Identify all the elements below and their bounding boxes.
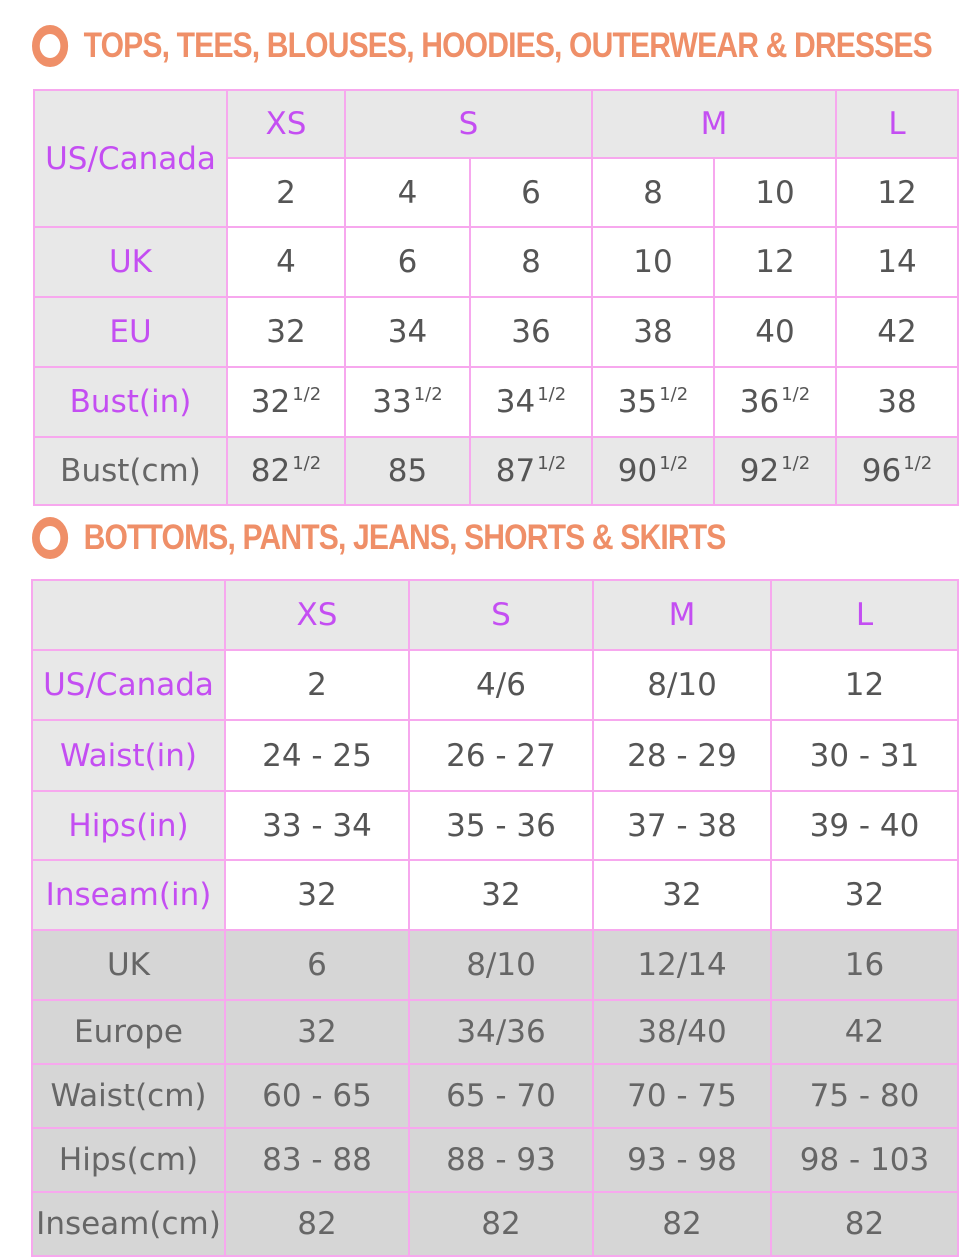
size-value	[592, 297, 714, 367]
size-value: 12	[771, 650, 958, 720]
tops-size-table	[33, 89, 959, 506]
measurement-value: 87	[495, 453, 536, 489]
measurement-value: 32	[266, 314, 306, 350]
row-label: Inseam(cm)	[32, 1192, 225, 1256]
size-value: 88 - 93	[409, 1128, 593, 1192]
measurement-value: 6	[397, 244, 418, 280]
size-value: 70 - 75	[593, 1064, 771, 1128]
table-row	[34, 297, 958, 367]
fraction-value: 1/2	[903, 453, 933, 474]
size-value: 82	[593, 1192, 771, 1256]
size-value: 32	[593, 860, 771, 930]
table-row	[34, 437, 958, 505]
size-header: S	[409, 580, 593, 650]
tops-title-text: TOPS, TEES, BLOUSES, HOODIES, OUTERWEAR & DRESSES	[83, 26, 932, 65]
bottoms-title-text: BOTTOMS, PANTS, JEANS, SHORTS & SKIRTS	[83, 518, 726, 557]
size-value: 4/6	[409, 650, 593, 720]
row-label: Waist(in)	[32, 720, 225, 791]
table-row	[32, 720, 958, 791]
measurement-value: 8	[521, 244, 541, 280]
size-value	[836, 437, 958, 505]
table-row	[32, 1000, 958, 1064]
size-value: 32	[409, 860, 593, 930]
row-label: Europe	[32, 1000, 225, 1064]
size-value	[470, 297, 592, 367]
size-value: 82	[225, 1192, 409, 1256]
size-value: 32	[771, 860, 958, 930]
table-row	[34, 90, 958, 158]
measurement-value: 96	[861, 453, 902, 489]
size-value	[714, 297, 836, 367]
row-label: EU	[34, 297, 227, 367]
size-value	[345, 367, 470, 437]
size-value: 30 - 31	[771, 720, 958, 791]
size-value: 26 - 27	[409, 720, 593, 791]
size-value	[592, 437, 714, 505]
size-value: 8/10	[409, 930, 593, 1000]
table-row	[32, 860, 958, 930]
row-label: Hips(in)	[32, 791, 225, 860]
size-value	[227, 367, 345, 437]
measurement-value: 38	[633, 314, 673, 350]
size-value: 34/36	[409, 1000, 593, 1064]
size-value: 65 - 70	[409, 1064, 593, 1128]
row-label: Bust(cm)	[34, 437, 227, 505]
size-value	[470, 227, 592, 297]
table-row	[32, 791, 958, 860]
size-value: 98 - 103	[771, 1128, 958, 1192]
size-value: 32	[225, 860, 409, 930]
size-header: L	[836, 90, 958, 158]
fraction-value: 1/2	[659, 384, 689, 405]
size-value: 82	[409, 1192, 593, 1256]
size-value: 60 - 65	[225, 1064, 409, 1128]
size-header: L	[771, 580, 958, 650]
measurement-value: 14	[877, 244, 917, 280]
size-value	[836, 297, 958, 367]
table-row	[32, 930, 958, 1000]
table-row	[32, 1064, 958, 1128]
size-value: 75 - 80	[771, 1064, 958, 1128]
size-value	[836, 227, 958, 297]
size-value: 8	[592, 158, 714, 227]
measurement-value: 92	[739, 453, 780, 489]
measurement-value: 90	[617, 453, 658, 489]
size-value	[227, 297, 345, 367]
size-value: 93 - 98	[593, 1128, 771, 1192]
size-value: 24 - 25	[225, 720, 409, 791]
row-label: Bust(in)	[34, 367, 227, 437]
size-value	[714, 367, 836, 437]
size-value	[592, 227, 714, 297]
measurement-value: 34	[495, 384, 536, 420]
table-row	[32, 580, 958, 650]
measurement-value: 38	[877, 384, 917, 420]
fraction-value: 1/2	[659, 453, 689, 474]
row-label: Hips(cm)	[32, 1128, 225, 1192]
size-value	[345, 437, 470, 505]
size-value: 6	[225, 930, 409, 1000]
measurement-value: 4	[276, 244, 296, 280]
fraction-value: 1/2	[292, 384, 322, 405]
measurement-value: 85	[387, 453, 428, 489]
size-value: 10	[714, 158, 836, 227]
size-value: 37 - 38	[593, 791, 771, 860]
measurement-value: 82	[250, 453, 291, 489]
measurement-value: 36	[511, 314, 551, 350]
size-value: 16	[771, 930, 958, 1000]
fraction-value: 1/2	[413, 384, 443, 405]
corner-cell	[32, 580, 225, 650]
size-value	[470, 367, 592, 437]
measurement-value: 12	[755, 244, 795, 280]
row-label: US/Canada	[32, 650, 225, 720]
size-header: S	[345, 90, 592, 158]
measurement-value: 32	[250, 384, 291, 420]
size-value	[227, 227, 345, 297]
size-header: M	[593, 580, 771, 650]
circle-bullet-icon	[32, 517, 68, 559]
size-value: 39 - 40	[771, 791, 958, 860]
size-value: 12	[836, 158, 958, 227]
size-value	[836, 367, 958, 437]
size-value: 2	[225, 650, 409, 720]
fraction-value: 1/2	[781, 453, 811, 474]
measurement-value: 35	[617, 384, 658, 420]
size-header: M	[592, 90, 836, 158]
fraction-value: 1/2	[292, 453, 322, 474]
size-header: XS	[225, 580, 409, 650]
table-row	[34, 227, 958, 297]
size-value: 35 - 36	[409, 791, 593, 860]
size-value	[714, 227, 836, 297]
table-row	[32, 650, 958, 720]
size-value	[470, 437, 592, 505]
measurement-value: 40	[755, 314, 795, 350]
bottoms-section-title	[32, 517, 725, 559]
size-value	[227, 437, 345, 505]
size-value: 42	[771, 1000, 958, 1064]
size-value: 33 - 34	[225, 791, 409, 860]
measurement-value: 36	[739, 384, 780, 420]
row-label: US/Canada	[34, 90, 227, 227]
fraction-value: 1/2	[537, 453, 567, 474]
measurement-value: 42	[877, 314, 917, 350]
table-row	[32, 1128, 958, 1192]
measurement-value: 10	[633, 244, 673, 280]
size-value: 32	[225, 1000, 409, 1064]
tops-section-title	[32, 25, 932, 67]
fraction-value: 1/2	[537, 384, 567, 405]
table-row	[34, 367, 958, 437]
size-value	[345, 227, 470, 297]
size-value	[592, 367, 714, 437]
measurement-value: 33	[372, 384, 412, 420]
row-label: UK	[34, 227, 227, 297]
size-value: 12/14	[593, 930, 771, 1000]
row-label: Inseam(in)	[32, 860, 225, 930]
size-value: 38/40	[593, 1000, 771, 1064]
row-label: UK	[32, 930, 225, 1000]
row-label: Waist(cm)	[32, 1064, 225, 1128]
fraction-value: 1/2	[781, 384, 811, 405]
measurement-value: 34	[387, 314, 428, 350]
size-value: 6	[470, 158, 592, 227]
size-value	[345, 297, 470, 367]
size-header: XS	[227, 90, 345, 158]
size-value: 4	[345, 158, 470, 227]
size-value: 28 - 29	[593, 720, 771, 791]
size-value	[714, 437, 836, 505]
size-value: 83 - 88	[225, 1128, 409, 1192]
size-value: 8/10	[593, 650, 771, 720]
size-value: 2	[227, 158, 345, 227]
bottoms-size-table	[31, 579, 959, 1257]
table-row	[32, 1192, 958, 1256]
circle-bullet-icon	[32, 25, 68, 67]
size-value: 82	[771, 1192, 958, 1256]
